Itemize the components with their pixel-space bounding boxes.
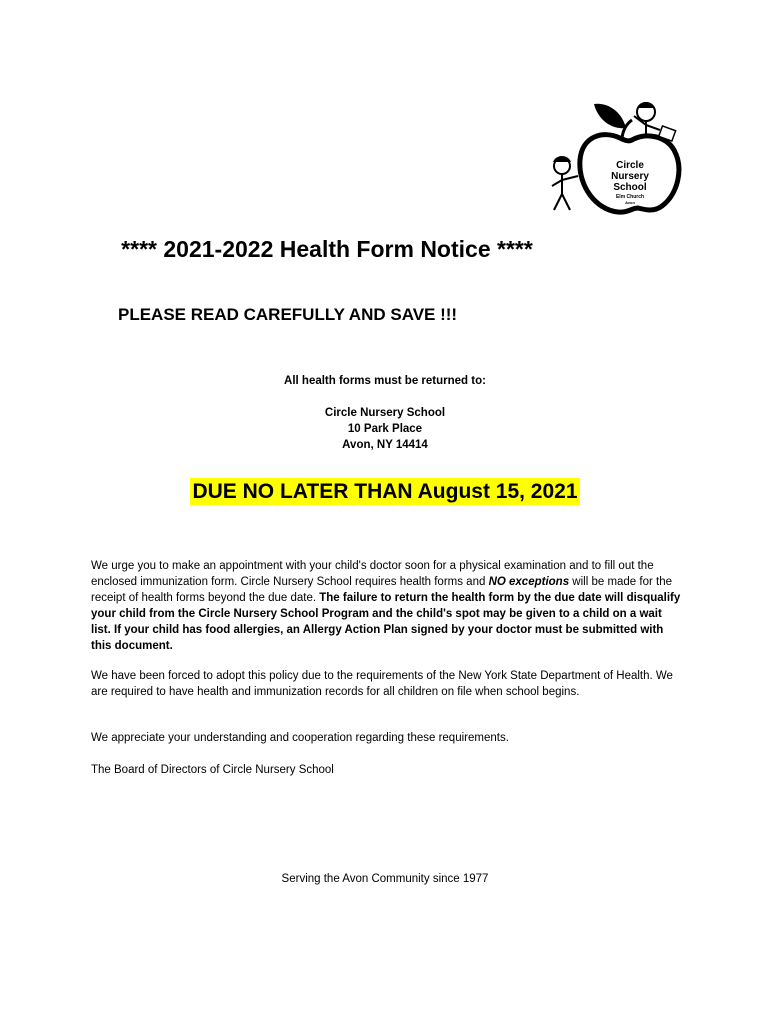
subtitle: PLEASE READ CAREFULLY AND SAVE !!!: [118, 305, 458, 324]
policy-bold-warning: The failure to return the health form by the due date will disqualify your child from the Circle Nursery School Program and the child's spot may be given to a child on a wait list. If your child has food allergies, an Allergy Action Plan signed by your doctor must be submitted with this document.: [91, 592, 681, 652]
logo-text-line4: Elm Church: [615, 194, 645, 200]
policy-text-1: We urge you to make an appointment with your child's doctor soon for a physical examination and to fill out the enclosed immunization form. Circle Nursery School requires health forms and: [91, 560, 654, 588]
page-title: [0, 236, 770, 263]
due-date-highlight: DUE NO LATER THAN August 15, 2021: [192, 480, 578, 503]
mailing-address: [0, 405, 770, 453]
page-title-text: **** 2021-2022 Health Form Notice ****: [121, 236, 533, 262]
address-city: Avon, NY 14414: [342, 439, 428, 451]
address-street: 10 Park Place: [347, 423, 423, 435]
policy-paragraph: [91, 558, 681, 654]
signature-line: The Board of Directors of Circle Nursery School: [91, 764, 334, 776]
logo-text-line3: School: [613, 182, 647, 193]
due-date-notice: [0, 480, 770, 504]
policy-text-2: will be made for the receipt of health forms beyond the due date.: [91, 576, 673, 604]
logo-text-line2: Nursery: [611, 171, 649, 182]
logo-text-line1: Circle: [616, 160, 644, 171]
logo-text-line5: Avon: [625, 200, 635, 205]
appreciation-paragraph: We appreciate your understanding and cooperation regarding these requirements.: [91, 732, 509, 744]
policy-emphasis: NO exceptions: [488, 576, 570, 588]
school-logo: [548, 94, 688, 216]
footer-tagline: Serving the Avon Community since 1977: [281, 873, 489, 885]
state-requirement-paragraph: We have been forced to adopt this policy due to the requirements of the New York State Department of Health. We are required to have health and immunization records for all children on file when school begins.: [91, 670, 673, 698]
return-instruction: All health forms must be returned to:: [284, 375, 486, 387]
address-name: Circle Nursery School: [324, 407, 446, 419]
